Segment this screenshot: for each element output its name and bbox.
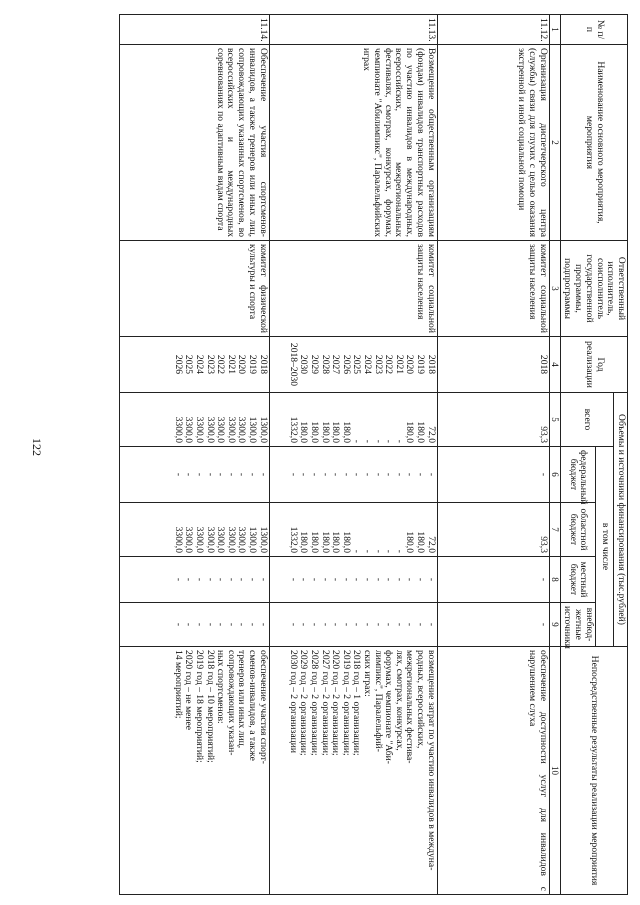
federal-value: - (372, 472, 384, 477)
result-line: 2018 год – 1 организации; (351, 650, 363, 756)
regional (119, 503, 269, 557)
federal-value: - (330, 472, 342, 477)
result-line: 14 мероприятий; (172, 650, 184, 719)
result: обеспечение доступности услуг для инвалидов с нарушением слуха (437, 647, 549, 895)
offbudget-value: - (372, 622, 384, 627)
offbudget-value: - (330, 622, 342, 627)
offbudget-value: - (215, 622, 227, 627)
offbudget-value: - (308, 622, 320, 627)
col-number: 3 (549, 241, 560, 337)
year-value: 2018 (537, 354, 549, 375)
executor: комитет физической культуры и спорта (119, 241, 269, 337)
federal-value: - (308, 472, 320, 477)
regional-value: 1332,0 (287, 526, 299, 553)
local-value: - (172, 577, 184, 582)
result-line: 2027 год – 2 организации; (319, 650, 331, 756)
federal-value: - (425, 472, 437, 477)
year-value: 2020 (236, 354, 248, 375)
result-line: родных, всероссийских, (414, 650, 426, 749)
row-number: 11.13. (269, 15, 437, 45)
total-value: 3300,0 (204, 416, 216, 443)
offbudget-value: - (236, 622, 248, 627)
offbudget (437, 603, 549, 647)
total-value: 1300,0 (246, 416, 258, 443)
total-value: 93,3 (537, 426, 549, 443)
regional-value: 180,0 (319, 531, 331, 553)
federal-value: - (287, 472, 299, 477)
total-value: 72,0 (425, 426, 437, 443)
header-year: Год реализации (560, 337, 627, 393)
regional-value: 180,0 (330, 531, 342, 553)
executor: комитет социальной защиты населения (437, 241, 549, 337)
regional-value: - (383, 549, 395, 553)
header-total: всего (560, 393, 614, 447)
year-value: 2022 (383, 354, 395, 375)
total-value: 3300,0 (225, 416, 237, 443)
total-value: 3300,0 (193, 416, 205, 443)
local (437, 557, 549, 603)
row-number: 11.12. (437, 15, 549, 45)
offbudget-value: - (319, 622, 331, 627)
total-value: 180,0 (298, 421, 310, 443)
total-value: 180,0 (404, 421, 416, 443)
year (119, 337, 269, 393)
executor: комитет социальной защиты населения (269, 241, 437, 337)
offbudget-value: - (425, 622, 437, 627)
federal (119, 447, 269, 503)
total-value: 180,0 (414, 421, 426, 443)
offbudget-value: - (340, 622, 352, 627)
measure-name: Организация диспетчерского центра (службы) связи для глухих с целью оказания экстренной и иной социальной помощи (437, 45, 549, 241)
offbudget-value: - (257, 622, 269, 627)
offbudget-value: - (204, 622, 216, 627)
header-result: Непосредственные результаты реализации мероприятия (560, 647, 627, 895)
year (437, 337, 549, 393)
year-value: 2029 (308, 354, 320, 375)
table-body (119, 15, 549, 895)
federal (269, 447, 437, 503)
local-value: - (246, 577, 258, 582)
offbudget-value: - (393, 622, 405, 627)
local-value: - (393, 577, 405, 582)
local-value: - (537, 577, 549, 582)
federal-value: - (351, 472, 363, 477)
result-line: ских играх: (361, 650, 373, 697)
total (119, 393, 269, 447)
total-value: 1332,0 (287, 416, 299, 443)
regional-value: 3300,0 (204, 526, 216, 553)
result-line: сопровождающих указан- (225, 650, 237, 756)
header-funding: Объемы и источники финансирования (тыс.рублей) (614, 393, 628, 647)
year-value: 2024 (361, 354, 373, 375)
regional-value: 1300,0 (257, 526, 269, 553)
regional-value: 72,0 (425, 536, 437, 553)
header-federal: федеральный бюджет (560, 447, 595, 503)
regional-value: - (351, 549, 363, 553)
total (437, 393, 549, 447)
total-value: 3300,0 (172, 416, 184, 443)
federal-value: - (393, 472, 405, 477)
col-number: 1 (549, 15, 560, 45)
result-line: лях, смотрах, конкурсах, (393, 650, 405, 751)
regional-value: 1300,0 (246, 526, 258, 553)
federal-value: - (340, 472, 352, 477)
regional-value: 180,0 (308, 531, 320, 553)
regional-value: 180,0 (298, 531, 310, 553)
local-value: - (183, 577, 195, 582)
offbudget-value: - (537, 622, 549, 627)
federal (437, 447, 549, 503)
total-value: - (361, 439, 373, 443)
result-line: 2018 год – 10 мероприятий; (204, 650, 216, 763)
offbudget-value: - (225, 622, 237, 627)
year-value: 2027 (330, 354, 342, 375)
offbudget-value: - (172, 622, 184, 627)
local (269, 557, 437, 603)
year-value: 2021 (393, 354, 405, 375)
year-value: 2023 (372, 354, 384, 375)
regional-value: 180,0 (414, 531, 426, 553)
offbudget-value: - (183, 622, 195, 627)
local (119, 557, 269, 603)
federal-value: - (383, 472, 395, 477)
regional (437, 503, 549, 557)
local-value: - (319, 577, 331, 582)
result-line: 2020 год – не менее (183, 650, 195, 731)
result-line: сменов-инвалидов, а также (246, 650, 258, 761)
result-line: 2030 год – 2 организации (287, 650, 299, 753)
federal-value: - (414, 472, 426, 477)
year-value: 2025 (183, 354, 195, 375)
offbudget-value: - (404, 622, 416, 627)
offbudget-value: - (361, 622, 373, 627)
regional-value: 93,3 (537, 536, 549, 553)
program-table (119, 14, 628, 895)
total-value: - (351, 439, 363, 443)
year-value: 2025 (351, 354, 363, 375)
result-line: тренеров или иных лиц, (236, 650, 248, 749)
header-offbudget: внебюд-жетные источники (560, 603, 595, 647)
year-value: 2020 (404, 354, 416, 375)
header-incl: в том числе (595, 447, 613, 647)
result-line: ных спортсменов: (215, 650, 227, 724)
year-value: 2022 (215, 354, 227, 375)
local-value: - (236, 577, 248, 582)
local-value: - (330, 577, 342, 582)
federal-value: - (204, 472, 216, 477)
measure-name: Возмещение общественным организациям (фондам) инвалидов транспортных расходов по участию инвалидов в международных, всероссийских, межрегиональных фестивалях, смотрах, конкурсах, форумах, чемпионате "Абилимпикс", Паралельфийских играх (269, 45, 437, 241)
result-line: обеспечение участия спорт- (257, 650, 269, 765)
year-value: 2023 (204, 354, 216, 375)
result-line: 2019 год – 2 организации; (340, 650, 352, 756)
federal-value: - (298, 472, 310, 477)
col-number: 4 (549, 337, 560, 393)
regional-value: 3300,0 (172, 526, 184, 553)
total-value: 3300,0 (215, 416, 227, 443)
measure-name: Обеспечение участия спортсменов-инвалидов, а также тренеров или иных лиц, сопровождающих указанных спортсменов, во всероссийских и международных соревнованиях по адаптивным видам спорта (119, 45, 269, 241)
local-value: - (383, 577, 395, 582)
col-number: 10 (549, 647, 560, 895)
result-line: 2029 год – 2 организации; (298, 650, 310, 756)
total-value: 180,0 (340, 421, 352, 443)
local-value: - (425, 577, 437, 582)
result (119, 647, 269, 895)
header-executor: Ответственный исполнитель, соисполнитель государственной программы, подпрограммы (560, 241, 627, 337)
year-value: 2028 (319, 354, 331, 375)
local-value: - (414, 577, 426, 582)
year-value: 2026 (340, 354, 352, 375)
year-value: 2018–2030 (287, 342, 299, 387)
regional-value: - (372, 549, 384, 553)
table-row (269, 15, 437, 895)
local-value: - (257, 577, 269, 582)
offbudget-value: - (351, 622, 363, 627)
local-value: - (193, 577, 205, 582)
local-value: - (225, 577, 237, 582)
total-value: 1300,0 (257, 416, 269, 443)
local-value: - (404, 577, 416, 582)
header-regional: областной бюджет (560, 503, 595, 557)
year-value: 2026 (172, 354, 184, 375)
local-value: - (308, 577, 320, 582)
regional (269, 503, 437, 557)
table-row (437, 15, 549, 895)
year-value: 2024 (193, 354, 205, 375)
col-number: 5 (549, 393, 560, 447)
result-line: возмещение затрат по участию инвалидов в междуна- (425, 650, 437, 871)
offbudget (269, 603, 437, 647)
header-num: № п/п (560, 15, 627, 45)
federal-value: - (183, 472, 195, 477)
local-value: - (298, 577, 310, 582)
year-value: 2018 (425, 354, 437, 375)
federal-value: - (246, 472, 258, 477)
year-value: 2019 (246, 354, 258, 375)
federal-value: - (215, 472, 227, 477)
total-value: - (383, 439, 395, 443)
federal-value: - (225, 472, 237, 477)
column-number-row (549, 15, 560, 895)
result-line: межрегиональных фестива- (404, 650, 416, 764)
header-name: Наименование основного мероприятия, мероприятия (560, 45, 627, 241)
federal-value: - (319, 472, 331, 477)
col-number: 8 (549, 557, 560, 603)
result-line: лимпикс", Паралельфий- (372, 650, 384, 752)
year-value: 2021 (225, 354, 237, 375)
total-value: - (372, 439, 384, 443)
offbudget-value: - (246, 622, 258, 627)
result-line: 2020 год – 2 организации; (330, 650, 342, 756)
regional-value: 3300,0 (215, 526, 227, 553)
regional-value: 3300,0 (183, 526, 195, 553)
result (269, 647, 437, 895)
regional-value: 180,0 (404, 531, 416, 553)
rotated-table-wrapper (172, 14, 628, 894)
local-value: - (215, 577, 227, 582)
federal-value: - (404, 472, 416, 477)
result-line: форумах, чемпионате "Аби- (383, 650, 395, 765)
federal-value: - (193, 472, 205, 477)
local-value: - (351, 577, 363, 582)
regional-value: 3300,0 (236, 526, 248, 553)
local-value: - (287, 577, 299, 582)
total (269, 393, 437, 447)
regional-value: - (361, 549, 373, 553)
header-local: местный бюджет (560, 557, 595, 603)
col-number: 2 (549, 45, 560, 241)
result-line: 2028 год – 2 организации; (308, 650, 320, 756)
total-value: - (393, 439, 405, 443)
year (269, 337, 437, 393)
total-value: 180,0 (308, 421, 320, 443)
local-value: - (361, 577, 373, 582)
total-value: 3300,0 (183, 416, 195, 443)
offbudget-value: - (414, 622, 426, 627)
year-value: 2019 (414, 354, 426, 375)
federal-value: - (236, 472, 248, 477)
offbudget-value: - (298, 622, 310, 627)
regional-value: 3300,0 (225, 526, 237, 553)
offbudget-value: - (287, 622, 299, 627)
total-value: 180,0 (330, 421, 342, 443)
regional-value: - (393, 549, 405, 553)
local-value: - (204, 577, 216, 582)
offbudget (119, 603, 269, 647)
local-value: - (340, 577, 352, 582)
federal-value: - (361, 472, 373, 477)
col-number: 9 (549, 603, 560, 647)
header-row-1 (614, 15, 628, 895)
year-value: 2030 (298, 354, 310, 375)
local-value: - (372, 577, 384, 582)
total-value: 180,0 (319, 421, 331, 443)
page-number: 122 (30, 438, 44, 456)
result-line: 2019 год – 18 мероприятий; (193, 650, 205, 763)
federal-value: - (537, 472, 549, 477)
regional-value: 3300,0 (193, 526, 205, 553)
row-number: 11.14. (119, 15, 269, 45)
federal-value: - (257, 472, 269, 477)
col-number: 6 (549, 447, 560, 503)
offbudget-value: - (383, 622, 395, 627)
total-value: 3300,0 (236, 416, 248, 443)
offbudget-value: - (193, 622, 205, 627)
federal-value: - (172, 472, 184, 477)
table-row (119, 15, 269, 895)
year-value: 2018 (257, 354, 269, 375)
regional-value: 180,0 (340, 531, 352, 553)
col-number: 7 (549, 503, 560, 557)
